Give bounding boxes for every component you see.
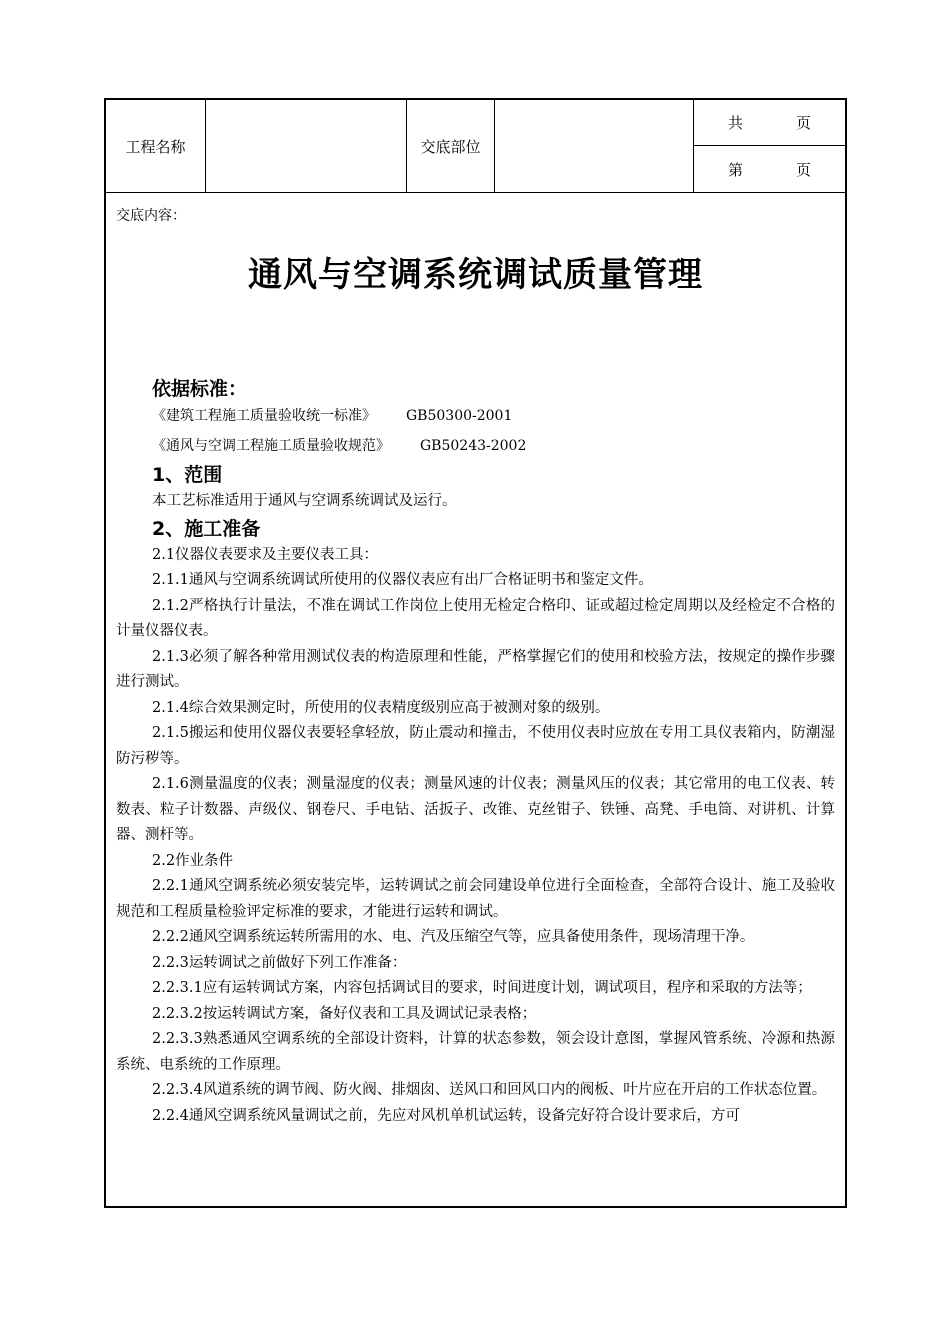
document-title: 通风与空调系统调试质量管理 — [248, 255, 703, 295]
standard-code: GB50243-2002 — [420, 438, 527, 454]
total-pages-label: 共 — [728, 114, 744, 132]
paragraph: 2.1仪器仪表要求及主要仪表工具： — [152, 546, 379, 563]
location-label: 交底部位 — [420, 137, 481, 156]
paragraph: 2.1.2严格执行计量法，不准在调试工作岗位上使用无检定合格印、证或超过检定周期以及经检定不合格的计量仪器仪表。 — [116, 597, 835, 639]
standard-name: 《建筑工程施工质量验收统一标准》 — [152, 408, 376, 424]
location-label-cell — [407, 100, 495, 192]
paragraph: 2.2.1通风空调系统必须安装完毕，运转调试之前会同建设单位进行全面检查，全部符合设计、施工及验收规范和工程质量检验评定标准的要求，才能进行运转和调试。 — [116, 878, 835, 920]
paragraph: 2.2.3.2按运转调试方案，备好仪表和工具及调试记录表格； — [152, 1005, 537, 1022]
page-number-unit: 页 — [796, 160, 812, 179]
standard-item — [116, 431, 835, 461]
standard-item — [116, 401, 835, 431]
paragraph: 2.2作业条件 — [152, 852, 234, 869]
content-intro: 交底内容： — [116, 208, 186, 224]
page-number-label: 第 — [728, 160, 744, 179]
project-name-label-cell — [106, 100, 206, 192]
paragraph: 2.2.3运转调试之前做好下列工作准备： — [152, 954, 407, 971]
project-name-label: 工程名称 — [125, 137, 186, 156]
paragraph: 2.2.4通风空调系统风量调试之前，先应对风机单机试运转，设备完好符合设计要求后，方可 — [152, 1107, 740, 1124]
page-count-cell — [694, 100, 847, 192]
basis-heading: 依据标准： — [152, 378, 248, 400]
disclosure-form — [104, 98, 847, 1208]
standard-code: GB50300-2001 — [406, 408, 513, 424]
paragraph: 2.2.2通风空调系统运转所需用的水、电、汽及压缩空气等，应具备使用条件，现场清理干净。 — [152, 929, 755, 945]
paragraph: 2.1.1通风与空调系统调试所使用的仪器仪表应有出厂合格证明书和鉴定文件。 — [152, 572, 653, 588]
section-heading-scope: 1、范围 — [152, 464, 223, 486]
paragraph: 2.1.4综合效果测定时，所使用的仪表精度级别应高于被测对象的级别。 — [152, 699, 610, 716]
total-pages-unit: 页 — [796, 114, 812, 132]
disclosure-content — [106, 193, 845, 1129]
paragraph: 本工艺标准适用于通风与空调系统调试及运行。 — [152, 493, 457, 509]
project-name-field[interactable] — [206, 100, 407, 192]
standard-name: 《通风与空调工程施工质量验收规范》 — [152, 438, 390, 454]
section-heading-preparation: 2、施工准备 — [152, 517, 261, 540]
form-header — [106, 100, 845, 193]
paragraph: 2.1.6测量温度的仪表；测量湿度的仪表；测量风速的计仪表；测量风压的仪表；其它常用的电工仪表、转数表、粒子计数器、声级仪、钢卷尺、手电钻、活扳子、改锥、克丝钳子、铁锤、高凳、手电筒、对讲机、计算器、测杆等。 — [116, 776, 835, 843]
page-number-row — [694, 146, 847, 192]
paragraph: 2.1.3必须了解各种常用测试仪表的构造原理和性能，严格掌握它们的使用和校验方法，按规定的操作步骤进行测试。 — [116, 648, 835, 690]
paragraph: 2.2.3.4风道系统的调节阀、防火阀、排烟囱、送风口和回风口内的阀板、叶片应在开启的工作状态位置。 — [152, 1082, 827, 1098]
location-field[interactable] — [495, 100, 694, 192]
paragraph: 2.1.5搬运和使用仪器仪表要轻拿轻放，防止震动和撞击，不使用仪表时应放在专用工具仪表箱内，防潮湿防污秽等。 — [116, 725, 835, 767]
paragraph: 2.2.3.1应有运转调试方案，内容包括调试目的要求，时间进度计划，调试项目，程序和采取的方法等； — [152, 980, 812, 996]
total-pages-row — [694, 100, 847, 146]
paragraph: 2.2.3.3熟悉通风空调系统的全部设计资料，计算的状态参数，领会设计意图，掌握风管系统、冷源和热源系统、电系统的工作原理。 — [116, 1031, 835, 1073]
